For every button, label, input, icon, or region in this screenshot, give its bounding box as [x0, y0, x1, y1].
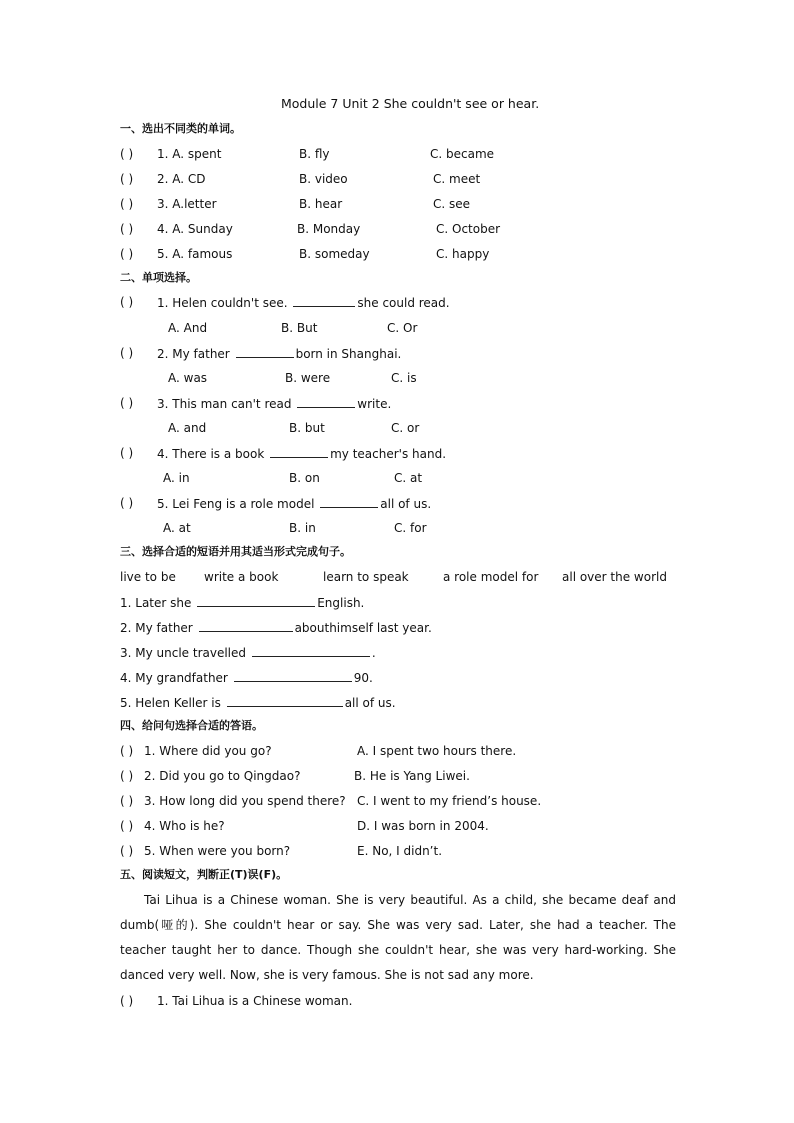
question-part-1: 1. Helen couldn't see.	[157, 296, 288, 310]
option-a: A. in	[163, 471, 190, 485]
answer-paren[interactable]: ( )	[120, 222, 134, 236]
section1-heading: 一、选出不同类的单词。	[120, 122, 241, 135]
fill-blank[interactable]	[252, 644, 370, 657]
option-b: B. on	[289, 471, 320, 485]
option-b: B. fly	[299, 147, 330, 161]
option-c: C. October	[436, 222, 501, 236]
answer-paren[interactable]: ( )	[120, 769, 134, 783]
question-text: 4. Who is he?	[144, 819, 225, 833]
fill-blank[interactable]	[236, 345, 294, 358]
fill-blank[interactable]	[293, 294, 355, 307]
question-part-1: 4. There is a book	[157, 447, 265, 461]
option-c: C. meet	[433, 172, 481, 186]
answer-paren[interactable]: ( )	[120, 197, 134, 211]
answer-option: E. No, I didn’t.	[357, 844, 443, 858]
option-c: C. happy	[436, 247, 490, 261]
answer-paren[interactable]: ( )	[120, 994, 134, 1008]
answer-option: D. I was born in 2004.	[357, 819, 489, 833]
question-part-2: born in Shanghai.	[295, 347, 402, 361]
option-b: B. But	[281, 321, 318, 335]
answer-paren[interactable]: ( )	[120, 844, 134, 858]
question-text: 1. Where did you go?	[144, 744, 272, 758]
option-c: C. or	[391, 421, 420, 435]
question-text	[157, 495, 431, 512]
phrase-option: live to be	[120, 570, 176, 584]
option-a: A. And	[168, 321, 208, 335]
section3-item	[120, 644, 376, 661]
section3-item	[120, 669, 373, 686]
reading-passage	[120, 888, 676, 988]
fill-blank[interactable]	[199, 619, 293, 632]
page-title: Module 7 Unit 2 She couldn't see or hear.	[281, 96, 540, 111]
sentence-start: 3. My uncle travelled	[120, 646, 247, 660]
option-c: C. is	[391, 371, 417, 385]
question-text	[157, 445, 446, 462]
sentence-start: 5. Helen Keller is	[120, 696, 221, 710]
question-part-2: she could read.	[357, 296, 450, 310]
answer-paren[interactable]: ( )	[120, 147, 134, 161]
section3-heading: 三、选择合适的短语并用其适当形式完成句子。	[120, 545, 351, 558]
sentence-start: 1. Later she	[120, 596, 192, 610]
question-text: 2. Did you go to Qingdao?	[144, 769, 301, 783]
answer-paren[interactable]: ( )	[120, 295, 134, 309]
phrase-option: learn to speak	[323, 570, 409, 584]
question-part-2: write.	[357, 397, 392, 411]
option-b: B. video	[299, 172, 348, 186]
question-part-2: my teacher's hand.	[330, 447, 447, 461]
phrase-option: a role model for	[443, 570, 539, 584]
answer-paren[interactable]: ( )	[120, 247, 134, 261]
sentence-end: .	[371, 646, 376, 660]
sentence-end: abouthimself last year.	[294, 621, 432, 635]
phrase-option: write a book	[204, 570, 279, 584]
question-part-2: all of us.	[380, 497, 432, 511]
answer-paren[interactable]: ( )	[120, 819, 134, 833]
section3-item	[120, 694, 396, 711]
sentence-end: English.	[317, 596, 365, 610]
question-part-1: 3. This man can't read	[157, 397, 292, 411]
answer-paren[interactable]: ( )	[120, 496, 134, 510]
fill-blank[interactable]	[234, 669, 352, 682]
answer-paren[interactable]: ( )	[120, 744, 134, 758]
section5-heading: 五、阅读短文，判断正(T)误(F)。	[120, 868, 288, 881]
question-text	[157, 345, 401, 362]
option-b: B. in	[289, 521, 316, 535]
option-c: C. Or	[387, 321, 418, 335]
section4-heading: 四、给问句选择合适的答语。	[120, 719, 263, 732]
option-a: A. was	[168, 371, 208, 385]
question-option-a: 2. A. CD	[157, 172, 206, 186]
option-c: C. for	[394, 521, 427, 535]
answer-option: A. I spent two hours there.	[357, 744, 517, 758]
option-b: B. Monday	[297, 222, 361, 236]
section3-item	[120, 594, 364, 611]
question-text: 3. How long did you spend there?	[144, 794, 346, 808]
option-b: B. were	[285, 371, 331, 385]
answer-paren[interactable]: ( )	[120, 396, 134, 410]
answer-paren[interactable]: ( )	[120, 794, 134, 808]
fill-blank[interactable]	[270, 445, 328, 458]
option-a: A. and	[168, 421, 207, 435]
question-option-a: 5. A. famous	[157, 247, 233, 261]
question-part-1: 5. Lei Feng is a role model	[157, 497, 315, 511]
option-c: C. became	[430, 147, 495, 161]
passage-text: Tai Lihua is a Chinese woman. She is very beautiful. As a child, she became deaf and dumb(哑的). She couldn't hear or say. She was very sad. Later, she had a teacher. The teacher taught her to dance. Though she couldn't hear, she was very hard-working. She danced very well. Now, she is very famous. She is not sad any more.	[120, 893, 676, 982]
fill-blank[interactable]	[197, 594, 315, 607]
option-b: B. but	[289, 421, 325, 435]
answer-option: B. He is Yang Liwei.	[354, 769, 470, 783]
statement-text: 1. Tai Lihua is a Chinese woman.	[157, 994, 353, 1008]
section2-heading: 二、单项选择。	[120, 271, 197, 284]
option-b: B. hear	[299, 197, 343, 211]
fill-blank[interactable]	[297, 395, 355, 408]
answer-paren[interactable]: ( )	[120, 172, 134, 186]
answer-option: C. I went to my friend’s house.	[357, 794, 542, 808]
question-option-a: 4. A. Sunday	[157, 222, 233, 236]
answer-paren[interactable]: ( )	[120, 346, 134, 360]
option-c: C. see	[433, 197, 471, 211]
question-option-a: 3. A.letter	[157, 197, 217, 211]
sentence-end: 90.	[353, 671, 373, 685]
option-c: C. at	[394, 471, 423, 485]
sentence-end: all of us.	[344, 696, 396, 710]
sentence-start: 2. My father	[120, 621, 193, 635]
fill-blank[interactable]	[227, 694, 343, 707]
option-a: A. at	[163, 521, 191, 535]
sentence-start: 4. My grandfather	[120, 671, 228, 685]
question-text: 5. When were you born?	[144, 844, 291, 858]
option-b: B. someday	[299, 247, 370, 261]
fill-blank[interactable]	[320, 495, 378, 508]
question-option-a: 1. A. spent	[157, 147, 222, 161]
question-part-1: 2. My father	[157, 347, 230, 361]
answer-paren[interactable]: ( )	[120, 446, 134, 460]
question-text	[157, 395, 391, 412]
section3-item	[120, 619, 432, 636]
phrase-option: all over the world	[562, 570, 667, 584]
question-text	[157, 294, 450, 311]
